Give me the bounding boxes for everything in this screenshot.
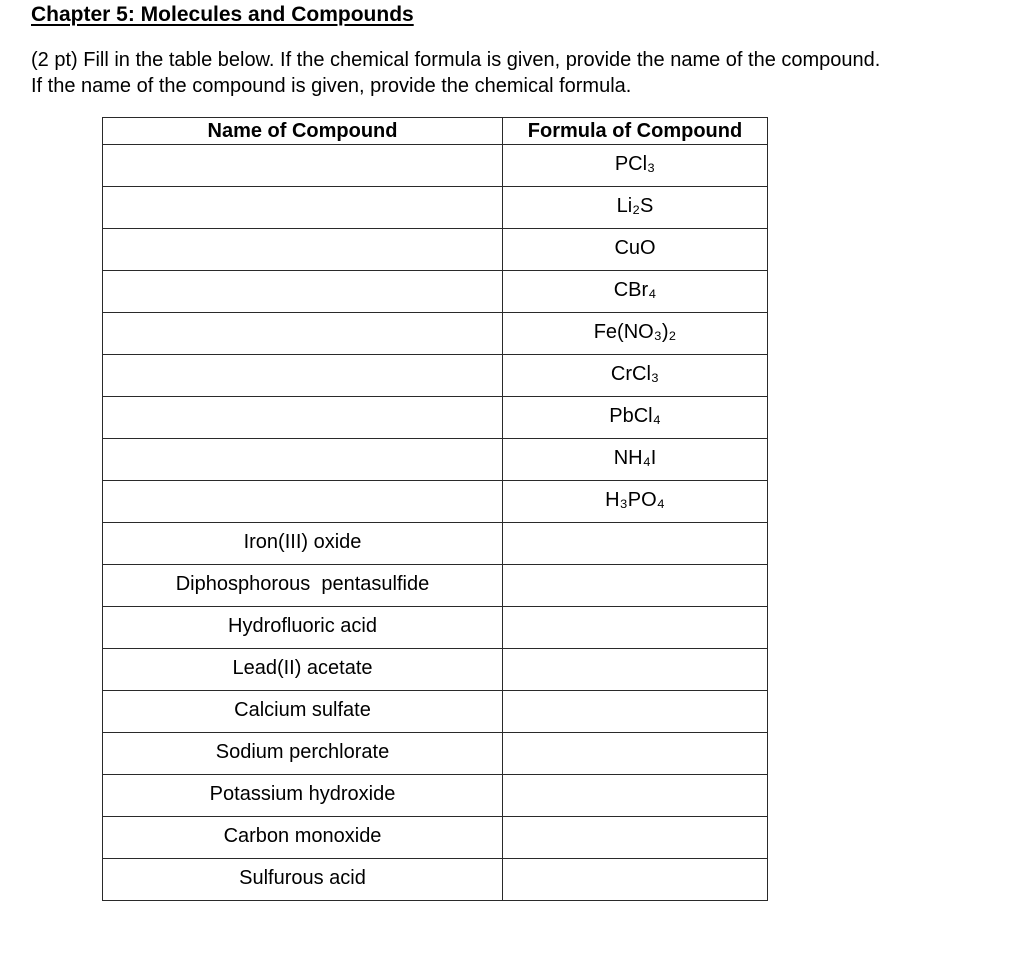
table-row xyxy=(103,313,768,355)
name-cell-answer[interactable] xyxy=(103,397,503,439)
formula-cell: PCl₃ xyxy=(503,145,768,187)
table-row xyxy=(103,607,768,649)
formula-cell: PbCl₄ xyxy=(503,397,768,439)
table-row xyxy=(103,649,768,691)
header-name-of-compound: Name of Compound xyxy=(103,118,503,145)
formula-cell-answer[interactable] xyxy=(503,733,768,775)
formula-cell-answer[interactable] xyxy=(503,775,768,817)
formula-cell-answer[interactable] xyxy=(503,691,768,733)
formula-cell-answer[interactable] xyxy=(503,523,768,565)
table-row xyxy=(103,397,768,439)
name-cell: Hydrofluoric acid xyxy=(103,607,503,649)
name-cell: Sulfurous acid xyxy=(103,859,503,901)
formula-cell: H₃PO₄ xyxy=(503,481,768,523)
name-cell-answer[interactable] xyxy=(103,145,503,187)
table-row xyxy=(103,733,768,775)
name-cell-answer[interactable] xyxy=(103,313,503,355)
name-cell-answer[interactable] xyxy=(103,187,503,229)
formula-cell-answer[interactable] xyxy=(503,649,768,691)
table-row xyxy=(103,523,768,565)
formula-cell-answer[interactable] xyxy=(503,607,768,649)
formula-cell-answer[interactable] xyxy=(503,859,768,901)
name-cell: Sodium perchlorate xyxy=(103,733,503,775)
name-cell-answer[interactable] xyxy=(103,271,503,313)
name-cell-answer[interactable] xyxy=(103,439,503,481)
name-cell: Carbon monoxide xyxy=(103,817,503,859)
table-row xyxy=(103,229,768,271)
name-cell-answer[interactable] xyxy=(103,355,503,397)
instructions xyxy=(31,47,1011,99)
name-cell-answer[interactable] xyxy=(103,481,503,523)
formula-cell: NH₄I xyxy=(503,439,768,481)
table-row xyxy=(103,145,768,187)
formula-cell: CBr₄ xyxy=(503,271,768,313)
instructions-line-1: (2 pt) Fill in the table below. If the chemical formula is given, provide the name of the compound. xyxy=(31,49,881,71)
name-cell: Diphosphorous pentasulfide xyxy=(103,565,503,607)
formula-cell: CuO xyxy=(503,229,768,271)
table-row xyxy=(103,271,768,313)
table-row xyxy=(103,439,768,481)
name-cell: Calcium sulfate xyxy=(103,691,503,733)
name-cell: Lead(II) acetate xyxy=(103,649,503,691)
formula-cell: CrCl₃ xyxy=(503,355,768,397)
formula-cell: Fe(NO₃)₂ xyxy=(503,313,768,355)
table-header-row xyxy=(103,118,768,145)
table-row xyxy=(103,187,768,229)
table-row xyxy=(103,817,768,859)
page-heading: Chapter 5: Molecules and Compounds xyxy=(31,3,414,26)
formula-cell: Li₂S xyxy=(503,187,768,229)
table-row xyxy=(103,775,768,817)
name-cell-answer[interactable] xyxy=(103,229,503,271)
compound-table xyxy=(102,117,768,901)
header-formula-of-compound: Formula of Compound xyxy=(503,118,768,145)
table-row xyxy=(103,691,768,733)
formula-cell-answer[interactable] xyxy=(503,565,768,607)
table-row xyxy=(103,859,768,901)
name-cell: Potassium hydroxide xyxy=(103,775,503,817)
table-row xyxy=(103,355,768,397)
instructions-line-2: If the name of the compound is given, provide the chemical formula. xyxy=(31,75,632,97)
formula-cell-answer[interactable] xyxy=(503,817,768,859)
name-cell: Iron(III) oxide xyxy=(103,523,503,565)
table-row xyxy=(103,481,768,523)
table-row xyxy=(103,565,768,607)
